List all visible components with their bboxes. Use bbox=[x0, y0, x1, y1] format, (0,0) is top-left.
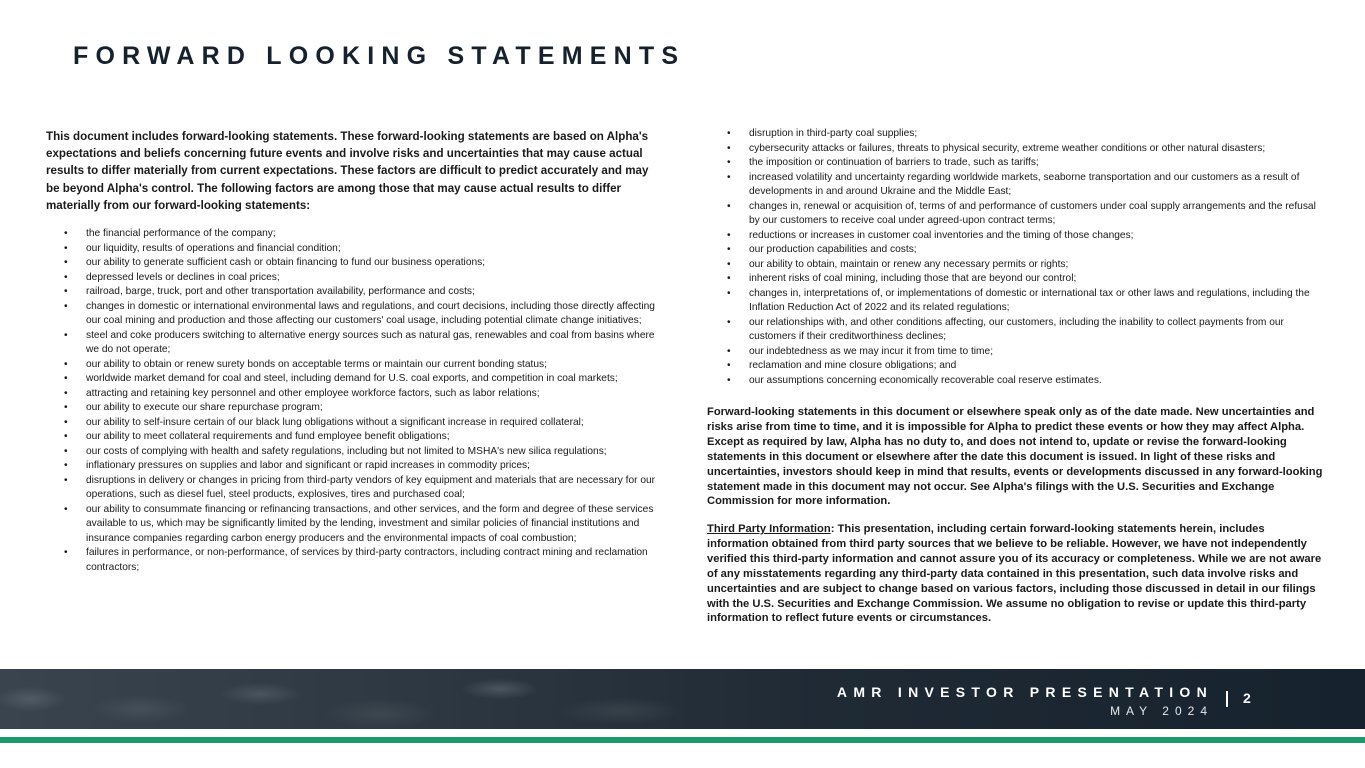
list-item: • worldwide market demand for coal and steel, including demand for U.S. coal exports, and competition in coal markets; bbox=[48, 372, 668, 387]
forward-looking-paragraph: Forward-looking statements in this document or elsewhere speak only as of the date made. New uncertainties and risks arise from time to time, and it is impossible for Alpha to predict these events or how they may affect Alpha. Except as required by law, Alpha has no duty to, and does not intend to, update or revise the forward-looking statements in this document or elsewhere after the date this document is issued. In light of these risks and uncertainties, investors should keep in mind that results, events or developments discussed in any forward-looking statement made in this document may not occur. See Alpha's filings with the U.S. Securities and Exchange Commission for more information. bbox=[707, 406, 1323, 508]
list-item: • our ability to obtain, maintain or renew any necessary permits or rights; bbox=[711, 258, 1329, 273]
list-item: • our ability to execute our share repurchase program; bbox=[48, 401, 668, 416]
list-item: • our ability to meet collateral requirements and fund employee benefit obligations; bbox=[48, 430, 668, 445]
list-item: • the imposition or continuation of barriers to trade, such as tariffs; bbox=[711, 156, 1329, 171]
list-item: • our indebtedness as we may incur it from time to time; bbox=[711, 345, 1329, 360]
list-item: • inherent risks of coal mining, including those that are beyond our control; bbox=[711, 272, 1329, 287]
list-item: • our liquidity, results of operations and financial condition; bbox=[48, 242, 668, 257]
list-item: • changes in domestic or international environmental laws and regulations, and court decisions, including those directly affecting our coal mining and production and those affecting our customers' coal usage, including potential climate change initiatives; bbox=[48, 300, 668, 329]
list-item: • cybersecurity attacks or failures, threats to physical security, extreme weather conditions or other natural disasters; bbox=[711, 142, 1329, 157]
footer-divider bbox=[1226, 691, 1228, 707]
list-item: • disruption in third-party coal supplies; bbox=[711, 127, 1329, 142]
list-item: • the financial performance of the company; bbox=[48, 227, 668, 242]
list-item: • reclamation and mine closure obligations; and bbox=[711, 359, 1329, 374]
list-item: • depressed levels or declines in coal prices; bbox=[48, 271, 668, 286]
list-item: • changes in, renewal or acquisition of, terms of and performance of customers under coal supply arrangements and the refusal by our customers to receive coal under agreed-upon contract terms; bbox=[711, 200, 1329, 229]
list-item: • inflationary pressures on supplies and labor and significant or rapid increases in commodity prices; bbox=[48, 459, 668, 474]
presentation-title: AMR INVESTOR PRESENTATION bbox=[836, 684, 1213, 700]
list-item: • disruptions in delivery or changes in pricing from third-party vendors of key equipment and materials that are necessary for our operations, such as diesel fuel, steel products, explosives, tires and purchased coal; bbox=[48, 474, 668, 503]
list-item: • changes in, interpretations of, or implementations of domestic or international tax or other laws and regulations, including the Inflation Reduction Act of 2022 and its related regulations; bbox=[711, 287, 1329, 316]
list-item: • our ability to obtain or renew surety bonds on acceptable terms or maintain our current bonding status; bbox=[48, 358, 668, 373]
list-item: • our production capabilities and costs; bbox=[711, 243, 1329, 258]
list-item: • failures in performance, or non-performance, of services by third-party contractors, including contract mining and reclamation contractors; bbox=[48, 546, 668, 575]
accent-stripe bbox=[0, 737, 1365, 743]
right-bullet-list bbox=[711, 127, 1329, 388]
third-party-label: Third Party Information bbox=[707, 523, 831, 535]
page-title: FORWARD LOOKING STATEMENTS bbox=[73, 42, 686, 70]
list-item: • attracting and retaining key personnel and other employee workforce factors, such as labor relations; bbox=[48, 387, 668, 402]
list-item: • our assumptions concerning economically recoverable coal reserve estimates. bbox=[711, 374, 1329, 389]
list-item: • our ability to consummate financing or refinancing transactions, and other services, and the form and degree of these services available to us, which may be significantly limited by the lending, investment and similar policies of financial institutions and insurance companies regarding carbon energy producers and the environmental impacts of coal combustion; bbox=[48, 503, 668, 547]
list-item: • our costs of complying with health and safety regulations, including but not limited to MSHA's new silica regulations; bbox=[48, 445, 668, 460]
list-item: • our relationships with, and other conditions affecting, our customers, including the inability to collect payments from our customers if their creditworthiness declines; bbox=[711, 316, 1329, 345]
left-bullet-list bbox=[48, 227, 668, 575]
list-item: • our ability to generate sufficient cash or obtain financing to fund our business operations; bbox=[48, 256, 668, 271]
list-item: • railroad, barge, truck, port and other transportation availability, performance and costs; bbox=[48, 285, 668, 300]
third-party-text: : This presentation, including certain forward-looking statements herein, includes information obtained from third party sources that we believe to be reliable. However, we have not independently verified this third-party information and cannot assure you of its accuracy or completeness. While we are not aware of any misstatements regarding any third-party data contained in this presentation, such data involve risks and uncertainties and are subject to change based on various factors, including those discussed in detail in our filings with the U.S. Securities and Exchange Commission. We assume no obligation to revise or update this third-party information to reflect future events or circumstances. bbox=[707, 523, 1322, 625]
presentation-date: MAY 2024 bbox=[1110, 704, 1213, 718]
list-item: • steel and coke producers switching to alternative energy sources such as natural gas, renewables and coal from basins where we do not operate; bbox=[48, 329, 668, 358]
third-party-paragraph bbox=[707, 522, 1327, 626]
intro-paragraph: This document includes forward-looking statements. These forward-looking statements are based on Alpha's expectations and beliefs concerning future events and involve risks and uncertainties that may cause actual results to differ materially from current expectations. These factors are difficult to predict accurately and may be beyond Alpha's control. The following factors are among those that may cause actual results to differ materially from our forward-looking statements: bbox=[46, 130, 649, 212]
page-number: 2 bbox=[1243, 690, 1251, 706]
footer-banner bbox=[0, 669, 1365, 729]
list-item: • our ability to self-insure certain of our black lung obligations without a significant increase in required collateral; bbox=[48, 416, 668, 431]
list-item: • reductions or increases in customer coal inventories and the timing of those changes; bbox=[711, 229, 1329, 244]
list-item: • increased volatility and uncertainty regarding worldwide markets, seaborne transportation and our customers as a result of developments in and around Ukraine and the Middle East; bbox=[711, 171, 1329, 200]
